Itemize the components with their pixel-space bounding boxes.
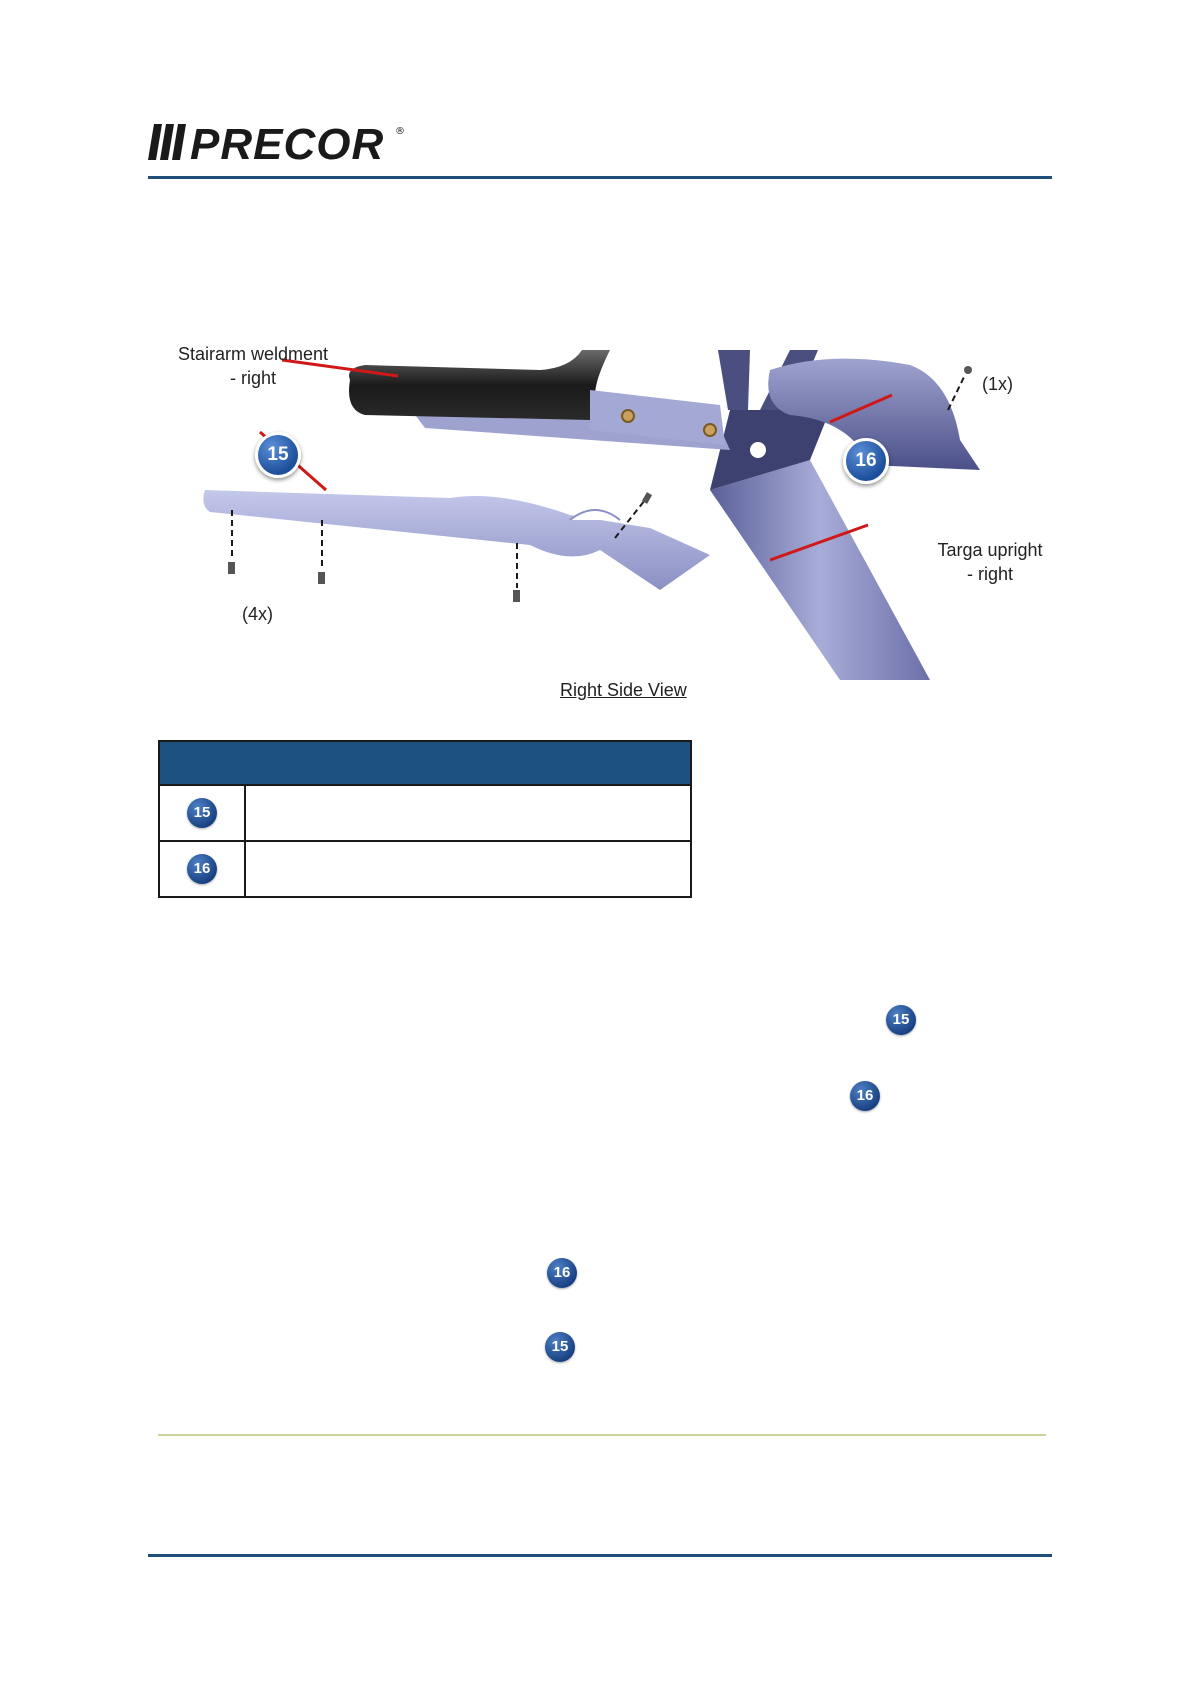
targa-label-line2: - right	[966, 564, 1013, 584]
note-divider	[158, 1434, 1046, 1436]
stairarm-label-line1: Stairarm weldment	[177, 344, 329, 364]
precor-logo	[148, 112, 408, 168]
table-row	[160, 784, 690, 840]
targa-label-line1: Targa upright	[937, 540, 1043, 560]
footer-rule	[148, 1554, 1052, 1557]
part-15-lower-shroud	[203, 490, 710, 590]
part-number-badge: 15	[187, 798, 217, 828]
diagram-artwork	[150, 350, 1110, 680]
step-badge-15: 15	[886, 1005, 916, 1035]
part-description	[246, 842, 690, 896]
part-number-badge: 16	[187, 854, 217, 884]
stairarm-weldment	[349, 350, 730, 450]
step-badge-15: 15	[545, 1332, 575, 1362]
callout-16: 16	[843, 438, 889, 484]
figure-caption: Right Side View	[560, 680, 687, 700]
part-description	[246, 786, 690, 840]
logo-registered-mark: ®	[395, 126, 405, 137]
table-row	[160, 840, 690, 896]
parts-table-header	[160, 742, 690, 784]
logo-text: PRECOR	[190, 120, 385, 168]
stairarm-label-line2: - right	[229, 368, 276, 388]
header-rule	[148, 176, 1052, 179]
quantity-4x-label: (4x)	[242, 604, 273, 624]
callout-15: 15	[255, 432, 301, 478]
step-badge-16: 16	[547, 1258, 577, 1288]
exploded-diagram	[150, 344, 1110, 680]
parts-table	[158, 740, 692, 898]
step-badge-16: 16	[850, 1081, 880, 1111]
quantity-1x-label: (1x)	[982, 374, 1013, 394]
